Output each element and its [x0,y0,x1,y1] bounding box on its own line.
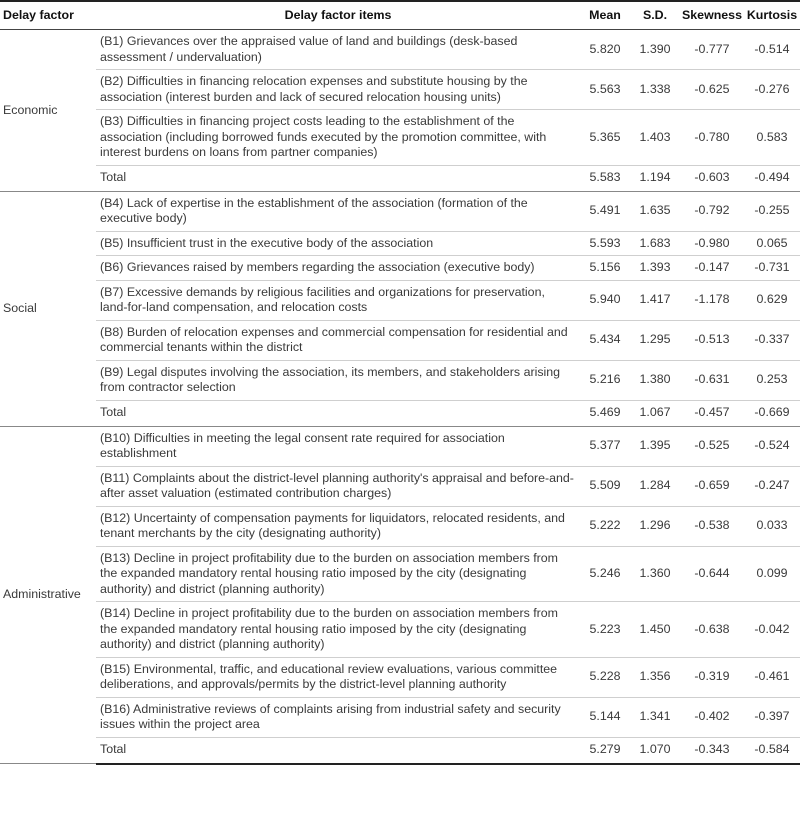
mean-cell: 5.156 [580,256,630,281]
mean-cell: 5.593 [580,231,630,256]
skewness-cell: -0.343 [680,737,744,764]
kurtosis-cell: -0.276 [744,70,800,110]
skewness-cell: -0.631 [680,360,744,400]
kurtosis-cell: -0.494 [744,165,800,191]
mean-cell: 5.583 [580,165,630,191]
mean-cell: 5.144 [580,697,630,737]
kurtosis-cell: -0.337 [744,320,800,360]
sd-cell: 1.194 [630,165,680,191]
mean-cell: 5.509 [580,466,630,506]
item-cell: (B15) Environmental, traffic, and educational review evaluations, various committee deliberations, and approvals/permits by the district-level planning authority [96,657,580,697]
item-cell: (B5) Insufficient trust in the executive body of the association [96,231,580,256]
sd-cell: 1.295 [630,320,680,360]
item-cell: (B11) Complaints about the district-level planning authority's appraisal and before-and-after asset valuation (estimated contribution charges) [96,466,580,506]
mean-cell: 5.228 [580,657,630,697]
kurtosis-cell: 0.583 [744,110,800,166]
mean-cell: 5.246 [580,546,630,602]
skewness-cell: -0.659 [680,466,744,506]
header-sd: S.D. [630,1,680,30]
delay-factor-cell: Economic [0,30,96,192]
sd-cell: 1.390 [630,30,680,70]
sd-cell: 1.067 [630,400,680,426]
sd-cell: 1.338 [630,70,680,110]
item-cell: (B4) Lack of expertise in the establishment of the association (formation of the executive body) [96,191,580,231]
kurtosis-cell: -0.247 [744,466,800,506]
sd-cell: 1.393 [630,256,680,281]
sd-cell: 1.070 [630,737,680,764]
skewness-cell: -0.644 [680,546,744,602]
table-row [0,546,800,602]
item-cell: (B16) Administrative reviews of complaints arising from industrial safety and security issues within the project area [96,697,580,737]
kurtosis-cell: -0.524 [744,426,800,466]
table-body [0,30,800,764]
item-cell: (B2) Difficulties in financing relocation expenses and substitute housing by the association (interest burden and lack of secured relocation housing units) [96,70,580,110]
sd-cell: 1.284 [630,466,680,506]
item-cell: (B10) Difficulties in meeting the legal consent rate required for association establishment [96,426,580,466]
mean-cell: 5.434 [580,320,630,360]
item-cell: (B3) Difficulties in financing project costs leading to the establishment of the association (including borrowed funds executed by the promotion committee, with interest burdens on loans from partner companies) [96,110,580,166]
skewness-cell: -0.792 [680,191,744,231]
sd-cell: 1.395 [630,426,680,466]
item-cell: (B6) Grievances raised by members regarding the association (executive body) [96,256,580,281]
table-row [0,280,800,320]
table-row [0,70,800,110]
skewness-cell: -0.980 [680,231,744,256]
sd-cell: 1.635 [630,191,680,231]
sd-cell: 1.683 [630,231,680,256]
skewness-cell: -0.147 [680,256,744,281]
mean-cell: 5.222 [580,506,630,546]
skewness-cell: -0.780 [680,110,744,166]
sd-cell: 1.417 [630,280,680,320]
header-mean: Mean [580,1,630,30]
mean-cell: 5.820 [580,30,630,70]
table-row [0,360,800,400]
skewness-cell: -0.457 [680,400,744,426]
table-row [0,30,800,70]
skewness-cell: -0.538 [680,506,744,546]
table-row [0,466,800,506]
mean-cell: 5.469 [580,400,630,426]
table-row [0,191,800,231]
kurtosis-cell: -0.042 [744,602,800,658]
skewness-cell: -0.625 [680,70,744,110]
mean-cell: 5.940 [580,280,630,320]
item-cell: (B9) Legal disputes involving the association, its members, and stakeholders arising from contractor selection [96,360,580,400]
table-row [0,256,800,281]
item-cell: (B12) Uncertainty of compensation payments for liquidators, relocated residents, and tenant merchants by the city (designating authority) [96,506,580,546]
header-kurtosis: Kurtosis [744,1,800,30]
total-row [0,737,800,764]
header-skewness: Skewness [680,1,744,30]
table-row [0,110,800,166]
item-cell: (B7) Excessive demands by religious facilities and organizations for preservation, land-for-land compensation, and relocation costs [96,280,580,320]
sd-cell: 1.360 [630,546,680,602]
item-cell: (B13) Decline in project profitability due to the burden on association members from the expanded mandatory rental housing ratio imposed by the city (designating authority) and district (planning authority) [96,546,580,602]
table-row [0,231,800,256]
table-row [0,602,800,658]
kurtosis-cell: -0.397 [744,697,800,737]
item-cell: (B1) Grievances over the appraised value of land and buildings (desk-based assessment / undervaluation) [96,30,580,70]
mean-cell: 5.491 [580,191,630,231]
item-cell: (B8) Burden of relocation expenses and commercial compensation for residential and commercial tenants within the district [96,320,580,360]
total-row [0,165,800,191]
table-row [0,320,800,360]
kurtosis-cell: 0.629 [744,280,800,320]
header-factor: Delay factor [0,1,96,30]
skewness-cell: -0.402 [680,697,744,737]
delay-factor-cell: Administrative [0,426,96,764]
kurtosis-cell: 0.099 [744,546,800,602]
item-cell: Total [96,400,580,426]
skewness-cell: -0.525 [680,426,744,466]
sd-cell: 1.296 [630,506,680,546]
skewness-cell: -0.777 [680,30,744,70]
item-cell: Total [96,737,580,764]
mean-cell: 5.279 [580,737,630,764]
table-row [0,506,800,546]
kurtosis-cell: -0.255 [744,191,800,231]
table-row [0,697,800,737]
skewness-cell: -1.178 [680,280,744,320]
kurtosis-cell: 0.033 [744,506,800,546]
delay-factor-cell: Social [0,191,96,426]
table-row [0,657,800,697]
kurtosis-cell: -0.731 [744,256,800,281]
sd-cell: 1.380 [630,360,680,400]
sd-cell: 1.341 [630,697,680,737]
kurtosis-cell: 0.065 [744,231,800,256]
kurtosis-cell: -0.461 [744,657,800,697]
sd-cell: 1.403 [630,110,680,166]
skewness-cell: -0.319 [680,657,744,697]
mean-cell: 5.377 [580,426,630,466]
item-cell: Total [96,165,580,191]
total-row [0,400,800,426]
sd-cell: 1.356 [630,657,680,697]
kurtosis-cell: -0.669 [744,400,800,426]
item-cell: (B14) Decline in project profitability due to the burden on association members from the expanded mandatory rental housing ratio imposed by the city (designating authority) and district (planning authority) [96,602,580,658]
skewness-cell: -0.513 [680,320,744,360]
skewness-cell: -0.603 [680,165,744,191]
sd-cell: 1.450 [630,602,680,658]
kurtosis-cell: -0.514 [744,30,800,70]
mean-cell: 5.223 [580,602,630,658]
skewness-cell: -0.638 [680,602,744,658]
table-row [0,426,800,466]
mean-cell: 5.216 [580,360,630,400]
kurtosis-cell: -0.584 [744,737,800,764]
header-items: Delay factor items [96,1,580,30]
mean-cell: 5.563 [580,70,630,110]
header-row [0,1,800,30]
kurtosis-cell: 0.253 [744,360,800,400]
mean-cell: 5.365 [580,110,630,166]
